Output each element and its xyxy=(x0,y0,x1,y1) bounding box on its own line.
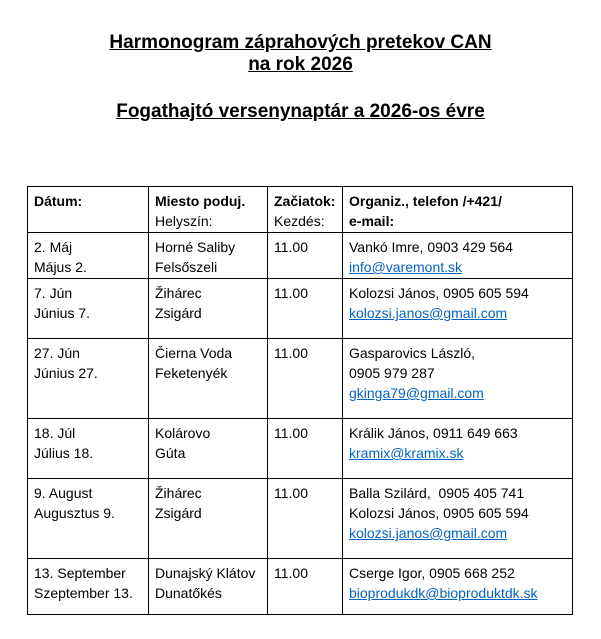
place-sk: Horné Saliby xyxy=(155,239,236,255)
start-cell xyxy=(268,559,343,615)
place-cell xyxy=(149,233,268,279)
date-hu: Május 2. xyxy=(34,259,87,275)
organizer-contact: Balla Szilárd, 0905 405 741 xyxy=(349,485,525,501)
start-time: 11.00 xyxy=(274,425,308,441)
start-time: 11.00 xyxy=(274,485,308,501)
start-cell xyxy=(268,339,343,419)
page-subtitle-year: na rok 2026 xyxy=(248,54,353,75)
table-row xyxy=(28,479,573,559)
start-cell xyxy=(268,419,343,479)
place-cell xyxy=(149,479,268,559)
place-cell xyxy=(149,279,268,339)
place-sk: Dunajský Klátov xyxy=(155,565,256,581)
place-hu: Felsőszeli xyxy=(155,259,218,275)
place-hu: Feketenyék xyxy=(155,365,228,381)
date-hu: Szeptember 13. xyxy=(34,585,133,601)
date-hu: Augusztus 9. xyxy=(34,505,115,521)
header-organizer xyxy=(343,187,573,233)
email-link[interactable]: gkinga79@gmail.com xyxy=(349,385,484,401)
place-sk: Žihárec xyxy=(155,485,202,501)
date-cell xyxy=(28,233,149,279)
date-hu: Július 18. xyxy=(34,445,94,461)
email-link[interactable]: info@varemont.sk xyxy=(349,259,463,275)
date-sk: 27. Jún xyxy=(34,345,80,361)
date-cell xyxy=(28,479,149,559)
organizer-contact: Vankó Imre, 0903 429 564 xyxy=(349,239,513,255)
date-cell xyxy=(28,279,149,339)
date-sk: 7. Jún xyxy=(34,285,73,301)
organizer-contact: Kolozsi János, 0905 605 594 xyxy=(349,285,529,301)
organizer-cell xyxy=(343,233,573,279)
organizer-cell xyxy=(343,339,573,419)
header-start-label: Začiatok: xyxy=(274,193,336,209)
organizer-contact: Cserge Igor, 0905 668 252 xyxy=(349,565,515,581)
table-row xyxy=(28,419,573,479)
header-place xyxy=(149,187,268,233)
organizer-contact-2: Kolozsi János, 0905 605 594 xyxy=(349,505,529,521)
place-cell xyxy=(149,419,268,479)
date-hu: Június 7. xyxy=(34,305,91,321)
header-email-label: e-mail: xyxy=(349,213,395,229)
date-sk: 9. August xyxy=(34,485,93,501)
start-time: 11.00 xyxy=(274,345,308,361)
page-title: Harmonogram záprahových pretekov CAN xyxy=(109,32,492,53)
organizer-cell xyxy=(343,279,573,339)
header-start-hu-label: Kezdés: xyxy=(274,213,325,229)
start-time: 11.00 xyxy=(274,285,308,301)
organizer-phone: 0905 979 287 xyxy=(349,365,435,381)
date-cell xyxy=(28,339,149,419)
date-hu: Június 27. xyxy=(34,365,98,381)
table-row xyxy=(28,233,573,279)
organizer-cell xyxy=(343,479,573,559)
place-cell xyxy=(149,559,268,615)
place-sk: Čierna Voda xyxy=(155,345,233,361)
header-place-hu-label: Helyszín: xyxy=(155,213,213,229)
start-cell xyxy=(268,479,343,559)
page-title-hungarian: Fogathajtó versenynaptár a 2026-os évre xyxy=(116,101,485,122)
place-hu: Zsigárd xyxy=(155,505,202,521)
date-cell xyxy=(28,559,149,615)
start-cell xyxy=(268,233,343,279)
header-place-label: Miesto poduj. xyxy=(155,193,246,209)
date-sk: 18. Júl xyxy=(34,425,76,441)
place-hu: Dunatőkés xyxy=(155,585,222,601)
table-row xyxy=(28,279,573,339)
start-time: 11.00 xyxy=(274,565,308,581)
place-hu: Zsigárd xyxy=(155,305,202,321)
organizer-contact: Králik János, 0911 649 663 xyxy=(349,425,518,441)
place-sk: Žihárec xyxy=(155,285,202,301)
header-start xyxy=(268,187,343,233)
start-time: 11.00 xyxy=(274,239,308,255)
header-organizer-label: Organiz., telefon /+421/ xyxy=(349,193,502,209)
place-sk: Kolárovo xyxy=(155,425,211,441)
start-cell xyxy=(268,279,343,339)
table-row xyxy=(28,339,573,419)
table-row xyxy=(28,559,573,615)
email-link[interactable]: bioprodukdk@bioproduktdk.sk xyxy=(349,585,538,601)
organizer-cell xyxy=(343,559,573,615)
date-sk: 13. September xyxy=(34,565,126,581)
place-cell xyxy=(149,339,268,419)
table-header-row xyxy=(28,187,573,233)
place-hu: Gúta xyxy=(155,445,186,461)
date-cell xyxy=(28,419,149,479)
header-date xyxy=(28,187,149,233)
schedule-table xyxy=(27,186,573,615)
email-link[interactable]: kolozsi.janos@gmail.com xyxy=(349,305,508,321)
email-link[interactable]: kramix@kramix.sk xyxy=(349,445,464,461)
date-sk: 2. Máj xyxy=(34,239,73,255)
email-link[interactable]: kolozsi.janos@gmail.com xyxy=(349,525,508,541)
header-date-label: Dátum: xyxy=(34,193,83,209)
organizer-contact: Gasparovics László, xyxy=(349,345,476,361)
organizer-cell xyxy=(343,419,573,479)
